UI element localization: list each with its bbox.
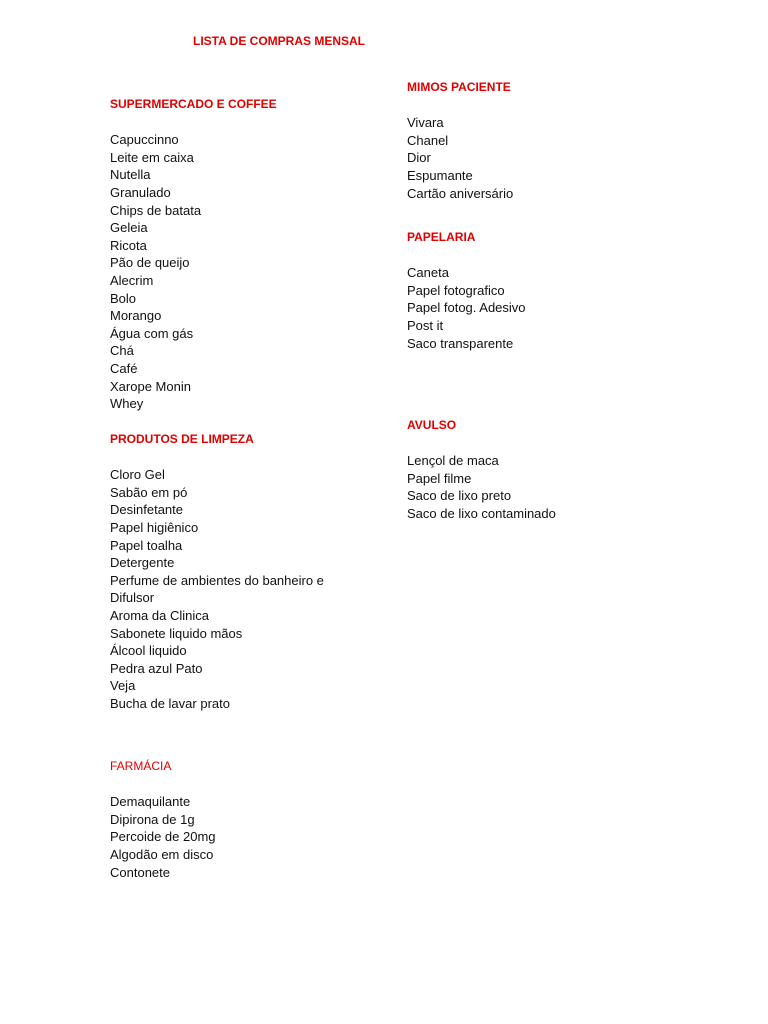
list-item: Vivara — [407, 115, 444, 131]
list-item: Espumante — [407, 167, 473, 183]
section-heading: SUPERMERCADO E COFFEE — [110, 97, 277, 111]
item-list — [110, 793, 335, 881]
list-item: Dipirona de 1g — [110, 811, 195, 827]
list-item: Whey — [110, 396, 144, 412]
list-item: Veja — [110, 678, 136, 694]
section-mimos-paciente — [407, 79, 632, 202]
list-item: Capuccinno — [110, 132, 179, 148]
list-item: Cloro Gel — [110, 467, 165, 483]
list-item: Bucha de lavar prato — [110, 695, 230, 711]
list-item: Granulado — [110, 184, 171, 200]
section-heading: AVULSO — [407, 418, 457, 432]
list-item: Algodão em disco — [110, 846, 214, 862]
list-item: Papel fotografico — [407, 282, 505, 298]
list-item: Xarope Monin — [110, 378, 191, 394]
list-item: Geleia — [110, 220, 148, 236]
list-item: Dior — [407, 150, 431, 166]
list-item: Demaquilante — [110, 794, 191, 810]
list-item: Papel filme — [407, 470, 472, 486]
list-item: Leite em caixa — [110, 149, 194, 165]
list-item: Pedra azul Pato — [110, 660, 203, 676]
section-heading: MIMOS PACIENTE — [407, 80, 511, 94]
list-item: Chá — [110, 343, 134, 359]
section-supermercado — [110, 96, 335, 413]
list-item: Percoide de 20mg — [110, 829, 216, 845]
list-item: Desinfetante — [110, 502, 183, 518]
list-item: Álcool liquido — [110, 643, 187, 659]
list-item: Chips de batata — [110, 202, 202, 218]
list-item: Post it — [407, 317, 444, 333]
section-heading: PAPELARIA — [407, 230, 476, 244]
section-heading: PRODUTOS DE LIMPEZA — [110, 432, 254, 446]
item-list — [407, 114, 632, 202]
section-heading: FARMÁCIA — [110, 759, 172, 773]
list-item: Ricota — [110, 237, 147, 253]
item-list — [407, 264, 632, 352]
item-list — [407, 452, 632, 522]
list-item: Aroma da Clinica — [110, 607, 209, 623]
list-item: Sabão em pó — [110, 484, 188, 500]
list-item: Papel toalha — [110, 537, 183, 553]
section-papelaria — [407, 229, 632, 352]
section-farmacia — [110, 758, 335, 881]
list-item: Saco de lixo contaminado — [407, 505, 556, 521]
list-item: Detergente — [110, 555, 175, 571]
list-item: Chanel — [407, 132, 449, 148]
section-avulso — [407, 417, 632, 523]
list-item: Nutella — [110, 167, 151, 183]
list-item: Cartão aniversário — [407, 185, 514, 201]
section-limpeza — [110, 431, 335, 713]
list-item: Papel higiênico — [110, 519, 199, 535]
list-item: Caneta — [407, 265, 449, 281]
list-item: Saco de lixo preto — [407, 488, 512, 504]
list-item: Alecrim — [110, 272, 154, 288]
list-item: Papel fotog. Adesivo — [407, 300, 526, 316]
list-item: Saco transparente — [407, 335, 514, 351]
item-list — [110, 466, 335, 712]
page-title: LISTA DE COMPRAS MENSAL — [193, 34, 366, 48]
list-item: Lençol de maca — [407, 453, 499, 469]
list-item: Café — [110, 360, 138, 376]
list-item: Perfume de ambientes do banheiro e Difulsor — [110, 572, 324, 606]
list-item: Água com gás — [110, 325, 194, 341]
item-list — [110, 131, 335, 413]
list-item: Morango — [110, 308, 162, 324]
list-item: Sabonete liquido mãos — [110, 625, 243, 641]
list-item: Bolo — [110, 290, 137, 306]
list-item: Pão de queijo — [110, 255, 190, 271]
list-item: Contonete — [110, 864, 170, 880]
